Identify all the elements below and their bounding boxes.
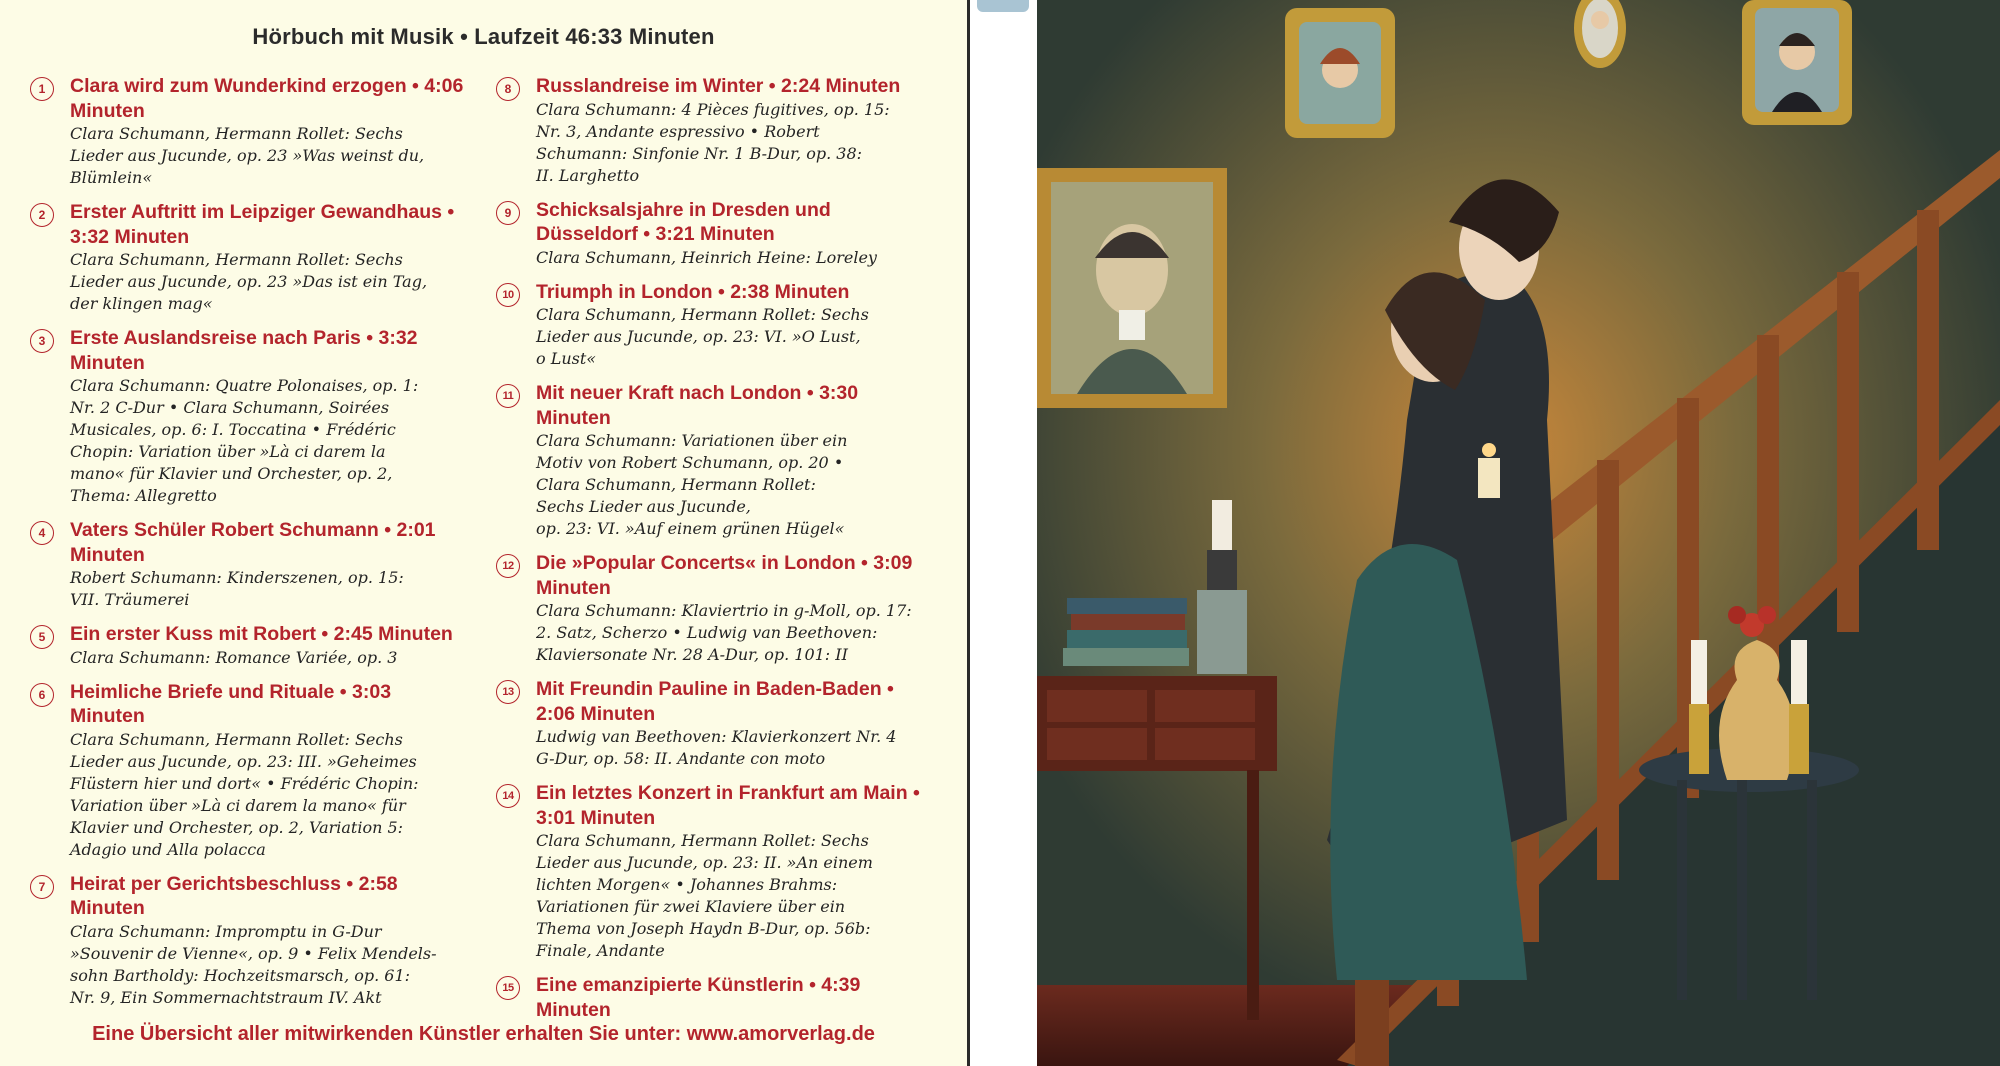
track-description-line: o Lust« [536,349,597,368]
track-description-line: Clara Schumann: 4 Pièces fugitives, op. 15: [536,99,890,119]
track-description-line: Clara Schumann, Hermann Rollet: [536,475,816,494]
track-item [496,280,931,371]
track-description-line: Sechs Lieder aus Jucunde, [536,497,751,516]
portrait-frame-top-left [1285,8,1395,138]
track-number-badge: 15 [496,976,520,1000]
track-item [496,381,931,540]
track-description-line: Robert Schumann: Kinderszenen, op. 15: [70,568,404,587]
cover-tab [977,0,1029,12]
track-description-line: Finale, Andante [536,941,665,960]
track-item [30,74,465,189]
track-description-line: Nr. 3, Andante espressivo • Robert [536,121,820,141]
track-description-line: Lieder aus Jucunde, op. 23 »Was weinst du, [70,146,425,165]
track-description-line: Lieder aus Jucunde, op. 23: II. »An einem [536,853,873,872]
track-description-line: Schumann: Sinfonie Nr. 1 B-Dur, op. 38: [536,143,863,163]
track-number-badge: 6 [30,683,54,707]
track-column-left [30,74,465,1020]
portrait-frame-top-right [1742,0,1852,125]
track-description-line: Clara Schumann, Hermann Rollet: Sechs [536,831,869,850]
track-title: Erster Auftritt im Leipziger Gewandhaus • 3:32 Minuten [70,201,455,248]
track-number-badge: 13 [496,680,520,704]
track-description-line: Flüstern hier und dort« • Frédéric Chopin: [70,773,419,793]
track-item [30,326,465,507]
track-item [30,200,465,315]
track-description-line: Lieder aus Jucunde, op. 23 »Das ist ein Tag, [70,272,428,291]
track-description-line: Variation über »Là ci darem la mano« für [70,795,406,815]
track-description-line: Clara Schumann, Hermann Rollet: Sechs [70,124,403,143]
track-title: Mit Freundin Pauline in Baden-Baden • 2:06 Minuten [536,678,894,725]
track-description-line: lichten Morgen« • Johannes Brahms: [536,875,838,894]
track-description-line: mano« für Klavier und Orchester, op. 2, [70,464,393,483]
track-description-line: Ludwig van Beethoven: Klavierkonzert Nr. 4 [536,727,897,746]
track-description-line: Blümlein« [70,168,153,187]
portrait-frame-left [1037,168,1227,408]
track-title: Eine emanzipierte Künstlerin • 4:39 Minuten [536,974,861,1021]
track-item [30,872,465,1009]
track-item [496,551,931,666]
track-description-line: VII. Träumerei [70,590,190,609]
track-number-badge: 10 [496,283,520,307]
track-title: Die »Popular Concerts« in London • 3:09 Minuten [536,552,913,599]
track-description-line: Clara Schumann: Impromptu in G-Dur [70,921,382,941]
track-description-line: Variationen für zwei Klaviere über ein [536,897,846,916]
track-description-line: op. 23: VI. »Auf einem grünen Hügel« [536,519,845,538]
track-title: Triumph in London • 2:38 Minuten [536,280,850,303]
track-description-line: Lieder aus Jucunde, op. 23: III. »Geheimes [70,751,417,771]
track-description-line: Adagio und Alla polacca [70,839,266,859]
track-title: Ein erster Kuss mit Robert • 2:45 Minuten [70,623,453,645]
footer-note: Eine Übersicht aller mitwirkenden Künstler erhalten Sie unter: www.amorverlag.de [92,1023,875,1045]
track-description-line: Klaviersonate Nr. 28 A-Dur, op. 101: II [536,645,848,664]
track-number-badge: 14 [496,784,520,808]
track-item [496,973,931,1022]
track-description-line: der klingen mag« [70,294,213,313]
track-title: Vaters Schüler Robert Schumann • 2:01 Minuten [70,519,436,566]
track-description-line: Clara Schumann, Hermann Rollet: Sechs [70,250,403,269]
track-number-badge: 1 [30,77,54,101]
track-number-badge: 9 [496,201,520,225]
track-description-line: Clara Schumann: Romance Variée, op. 3 [70,647,398,667]
track-number-badge: 8 [496,77,520,101]
track-description-line: Clara Schumann, Heinrich Heine: Loreley [536,247,877,267]
track-number-badge: 3 [30,329,54,353]
track-description-line: Clara Schumann: Klaviertrio in g-Moll, op. 17: [536,601,912,620]
track-description-line: Thema von Joseph Haydn B-Dur, op. 56b: [536,919,871,938]
illustration-svg [1037,0,2000,1066]
track-description-line: Chopin: Variation über »Là ci darem la [70,442,386,461]
track-item [30,680,465,861]
track-item [496,677,931,770]
track-title: Schicksalsjahre in Dresden und Düsseldorf • 3:21 Minuten [536,198,831,245]
track-description-line: Clara Schumann, Hermann Rollet: Sechs [70,729,403,749]
track-description-line: Musicales, op. 6: I. Toccatina • Frédéric [70,420,396,439]
track-number-badge: 2 [30,203,54,227]
track-description-line: II. Larghetto [536,165,640,185]
track-title: Heirat per Gerichtsbeschluss • 2:58 Minuten [70,872,398,919]
track-description-line: Nr. 9, Ein Sommernachtstraum IV. Akt [70,987,382,1007]
track-description-line: Motiv von Robert Schumann, op. 20 • [536,453,844,472]
track-item [30,622,465,669]
track-description-line: sohn Bartholdy: Hochzeitsmarsch, op. 61: [70,965,411,985]
track-description-line: Lieder aus Jucunde, op. 23: VI. »O Lust, [536,327,861,346]
booklet-page [0,0,967,1066]
track-item [496,74,931,187]
track-title: Erste Auslandsreise nach Paris • 3:32 Minuten [70,327,418,374]
track-item [496,198,931,269]
track-description-line: 2. Satz, Scherzo • Ludwig van Beethoven: [536,623,878,642]
track-title: Mit neuer Kraft nach London • 3:30 Minuten [536,382,859,429]
page-gap [970,0,1037,1066]
track-description-line: G-Dur, op. 58: II. Andante con moto [536,749,826,768]
track-item [496,781,931,962]
track-number-badge: 12 [496,554,520,578]
track-number-badge: 11 [496,384,520,408]
track-description-line: Clara Schumann, Hermann Rollet: Sechs [536,305,869,324]
track-number-badge: 4 [30,521,54,545]
track-description-line: Thema: Allegretto [70,486,217,505]
track-title: Clara wird zum Wunderkind erzogen • 4:06 Minuten [70,75,464,122]
track-number-badge: 7 [30,875,54,899]
track-title: Ein letztes Konzert in Frankfurt am Main • 3:01 Minuten [536,782,920,829]
track-item [30,518,465,611]
cover-illustration [1037,0,2000,1066]
track-description-line: Clara Schumann: Quatre Polonaises, op. 1: [70,376,419,395]
track-column-right [496,74,931,1033]
track-description-line: »Souvenir de Vienne«, op. 9 • Felix Mendels- [70,943,437,963]
track-title: Russlandreise im Winter • 2:24 Minuten [536,75,901,97]
track-description-line: Klavier und Orchester, op. 2, Variation 5: [70,817,404,837]
track-description-line: Clara Schumann: Variationen über ein [536,431,848,450]
track-title: Heimliche Briefe und Rituale • 3:03 Minuten [70,680,392,727]
page-header: Hörbuch mit Musik • Laufzeit 46:33 Minuten [252,24,715,49]
track-number-badge: 5 [30,625,54,649]
track-description-line: Nr. 2 C-Dur • Clara Schumann, Soirées [70,398,390,417]
